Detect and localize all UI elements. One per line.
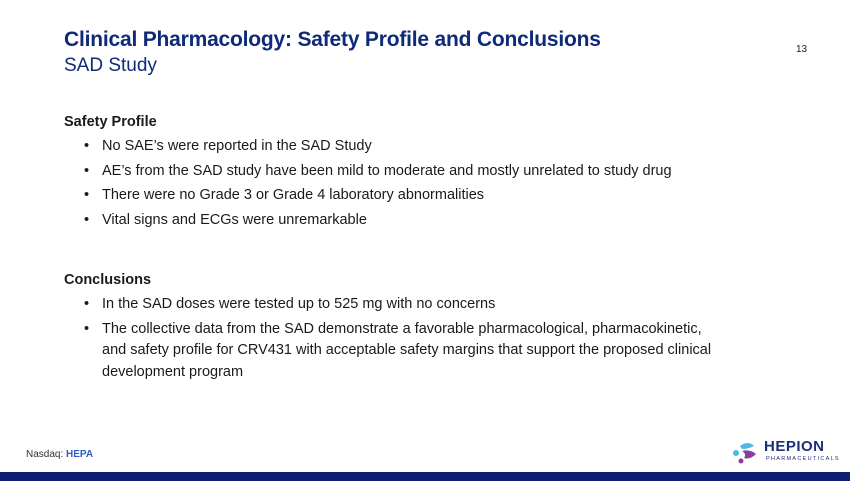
conclusions-bullet-list	[84, 294, 724, 386]
safety-profile-heading: Safety Profile	[64, 114, 157, 130]
logo-wordmark: HEPION	[764, 438, 825, 455]
logo-tagline: PHARMACEUTICALS	[766, 456, 840, 462]
hepion-molecule-icon	[730, 436, 764, 466]
hepion-logo	[730, 436, 840, 468]
safety-bullet: • AE’s from the SAD study have been mild to moderate and mostly unrelated to study drug	[84, 161, 744, 183]
conclusion-bullet: • In the SAD doses were tested up to 525 mg with no concerns	[84, 294, 724, 316]
exchange-label: Nasdaq:	[26, 449, 64, 460]
conclusions-heading: Conclusions	[64, 272, 152, 288]
slide-title: Clinical Pharmacology: Safety Profile and Conclusions	[64, 28, 601, 51]
page-number: 13	[796, 44, 808, 55]
ticker-symbol: HEPA	[66, 449, 94, 460]
safety-bullet: • No SAE’s were reported in the SAD Study	[84, 136, 744, 158]
nasdaq-label	[26, 449, 93, 460]
slide-subtitle: SAD Study	[64, 55, 157, 76]
safety-bullet: • Vital signs and ECGs were unremarkable	[84, 210, 744, 232]
safety-bullet-list	[84, 136, 744, 234]
conclusion-bullet: • The collective data from the SAD demonstrate a favorable pharmacological, pharmacokinetic, and safety profile for CRV431 with acceptable safety margins that support the proposed clinical development program	[84, 319, 724, 384]
footer-bar	[0, 472, 850, 481]
safety-bullet: • There were no Grade 3 or Grade 4 laboratory abnormalities	[84, 185, 744, 207]
